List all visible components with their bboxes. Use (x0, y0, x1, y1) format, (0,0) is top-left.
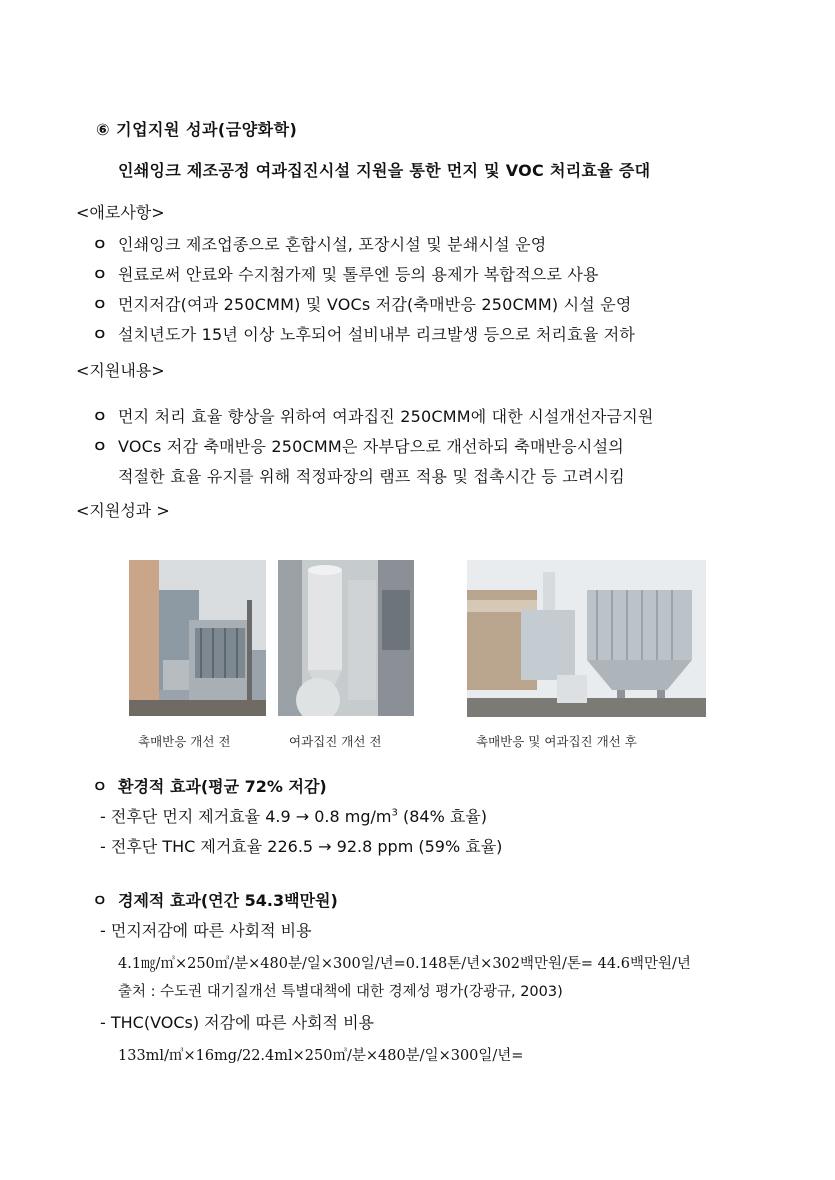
section-heading: ⑥ 기업지원 성과(금양화학) (96, 120, 298, 139)
econ-dust-calc: 4.1㎎/㎥×250㎥/분×480분/일×300일/년=0.148톤/년×302백만원/톤= 44.6백만원/년 (118, 956, 691, 972)
page-subtitle: 인쇄잉크 제조공정 여과집진시설 지원을 통한 먼지 및 VOC 처리효율 증대 (118, 161, 651, 180)
photo-caption: 여과집진 개선 전 (289, 734, 382, 749)
difficulty-item: ㅇ 먼지저감(여과 250CMM) 및 VOCs 저감(축매반응 250CMM) 시설 운영 (92, 292, 632, 315)
support-item-continued: 적절한 효율 유지를 위해 적정파장의 램프 적용 및 접촉시간 등 고려시킴 (118, 467, 625, 486)
env-effect-title: ㅇ 환경적 효과(평균 72% 저감) (92, 774, 327, 797)
bullet-icon: ㅇ (92, 325, 108, 344)
photo-filter-before (278, 560, 414, 716)
photo-catalyst-before (129, 560, 266, 716)
difficulty-item: ㅇ 설치년도가 15년 이상 노후되어 설비내부 리크발생 등으로 처리효율 저하 (92, 322, 635, 345)
support-heading: <지원내용> (76, 361, 165, 380)
bullet-icon: ㅇ (92, 437, 108, 456)
bullet-icon: ㅇ (92, 777, 108, 796)
bullet-icon: ㅇ (92, 295, 108, 314)
support-item: ㅇ 먼지 처리 효율 향상을 위하여 여과집진 250CMM에 대한 시설개선자금지원 (92, 404, 654, 427)
bullet-icon: ㅇ (92, 235, 108, 254)
econ-dust-heading: - 먼지저감에 따른 사회적 비용 (100, 921, 312, 940)
econ-thc-heading: - THC(VOCs) 저감에 따른 사회적 비용 (100, 1013, 374, 1032)
difficulty-item: ㅇ 원료로써 안료와 수지첨가제 및 톨루엔 등의 용제가 복합적으로 사용 (92, 262, 599, 285)
photo-caption: 촉매반응 및 여과집진 개선 후 (476, 734, 637, 749)
bullet-icon: ㅇ (92, 265, 108, 284)
econ-thc-calc: 133ml/㎥×16mg/22.4ml×250㎥/분×480분/일×300일/년= (118, 1048, 524, 1064)
econ-effect-title: ㅇ 경제적 효과(연간 54.3백만원) (92, 888, 338, 911)
bullet-icon: ㅇ (92, 407, 108, 426)
difficulty-item: ㅇ 인쇄잉크 제조업종으로 혼합시설, 포장시설 및 분쇄시설 운영 (92, 232, 546, 255)
photo-caption: 촉매반응 개선 전 (138, 734, 231, 749)
env-effect-thc: - 전후단 THC 제거효율 226.5 → 92.8 ppm (59% 효율) (100, 837, 503, 856)
bullet-icon: ㅇ (92, 891, 108, 910)
env-effect-dust: - 전후단 먼지 제거효율 4.9 → 0.8 $mg/m^3$ (84% 효율) (100, 807, 488, 826)
results-heading: <지원성과 > (76, 501, 170, 520)
econ-source: 출처 : 수도권 대기질개선 특별대책에 대한 경제성 평가(강광규, 2003) (118, 984, 563, 1000)
difficulties-heading: <애로사항> (76, 203, 165, 222)
photo-after-improvement (467, 560, 706, 717)
support-item: ㅇ VOCs 저감 축매반응 250CMM은 자부담으로 개선하되 축매반응시설의 (92, 434, 624, 457)
